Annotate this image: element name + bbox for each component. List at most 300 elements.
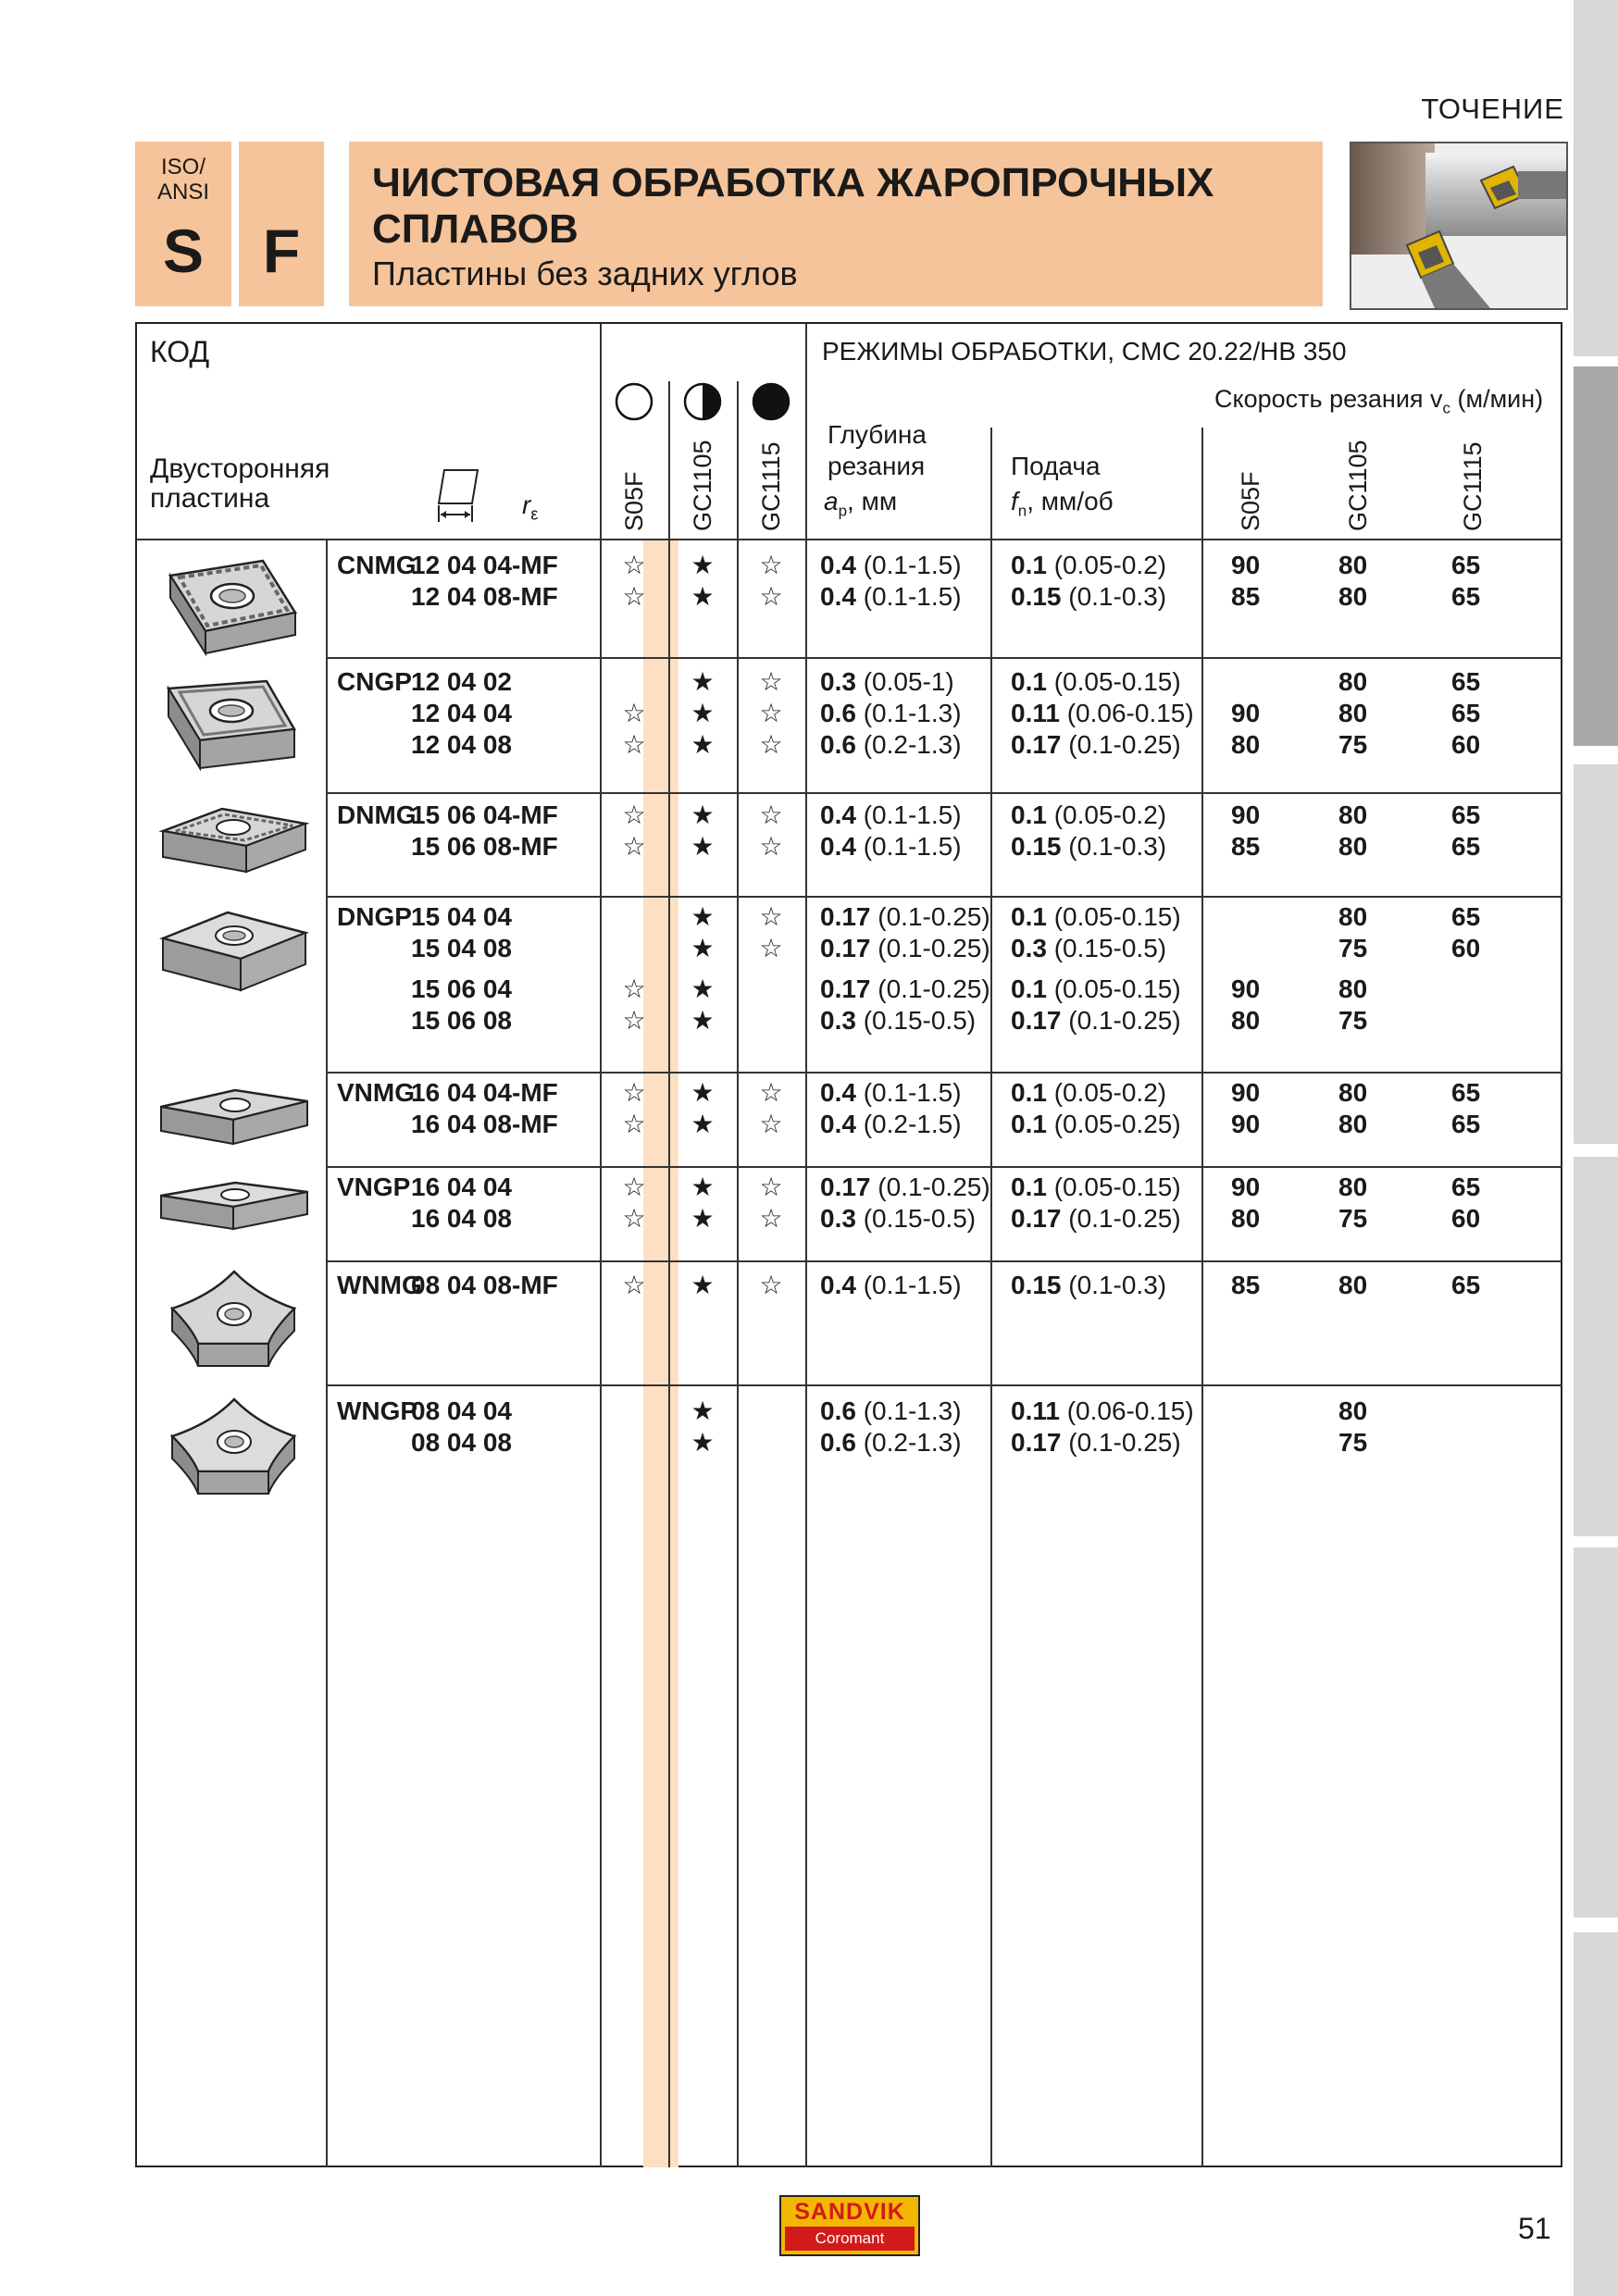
insert-code-suffix: -MF: [512, 832, 558, 861]
insert-code-size: 12 04: [411, 699, 483, 727]
insert-code-size: 16 04: [411, 1078, 483, 1107]
insert-code-size: 15 04: [411, 902, 483, 931]
depth-range: (0.1-1.5): [855, 800, 962, 829]
grade-s05f-rating: ☆: [622, 551, 646, 579]
feed-range: (0.05-0.25): [1046, 1110, 1181, 1138]
insert-code: [411, 729, 512, 761]
depth-of-cut: [820, 974, 990, 1005]
operation-letter: F: [262, 217, 301, 285]
grade-s05f-rating: ☆: [622, 582, 646, 611]
feed-symbol: f: [1011, 487, 1018, 515]
speed-s05f: 90: [1231, 699, 1261, 727]
feed-range: (0.05-0.15): [1046, 974, 1181, 1003]
cnmg-insert-image: [152, 557, 309, 657]
speed-gc1115: 65: [1451, 582, 1481, 611]
speed-header-gc1105: GC1105: [1344, 440, 1372, 531]
speed-gc1115: 65: [1451, 1078, 1481, 1107]
depth-range: (0.1-0.25): [870, 974, 990, 1003]
grade-gc1105-rating: ★: [691, 1428, 715, 1457]
grade-gc1115-rating: ☆: [759, 902, 783, 931]
speed-gc1105: 80: [1338, 800, 1368, 829]
grade-gc1115-rating: ☆: [759, 800, 783, 829]
grade-header-gc1115: GC1115: [757, 441, 785, 531]
grade-s05f-rating: ☆: [622, 800, 646, 829]
speed-gc1105: 80: [1338, 699, 1368, 727]
speed-gc1105: 80: [1338, 902, 1368, 931]
feed-rate: [1011, 729, 1181, 761]
title-line-1: ЧИСТОВАЯ ОБРАБОТКА ЖАРОПРОЧНЫХ: [372, 160, 1214, 205]
depth-of-cut: [820, 1203, 976, 1235]
feed-range: (0.05-0.15): [1046, 902, 1181, 931]
speed-gc1105: 80: [1338, 1271, 1368, 1299]
insert-code-radius: 04: [482, 1078, 513, 1107]
insert-code-radius: 08: [482, 1428, 513, 1457]
feed-range: (0.15-0.5): [1046, 934, 1167, 962]
speed-gc1115: 65: [1451, 902, 1481, 931]
depth-value: 0.3: [820, 667, 856, 696]
feed-rate: [1011, 1172, 1181, 1203]
depth-range: (0.2-1.3): [855, 730, 962, 759]
feed-range: (0.1-0.25): [1061, 1204, 1181, 1233]
depth-range: (0.15-0.5): [855, 1204, 977, 1233]
title-line-2: СПЛАВОВ: [372, 206, 579, 252]
grade-gc1105-rating: ★: [691, 1271, 715, 1299]
insert-code-prefix: VNMG: [337, 1078, 415, 1107]
operation-box: [239, 142, 324, 306]
insert-code: [411, 933, 512, 964]
grade-gc1115-rating: ☆: [759, 1173, 783, 1201]
speed-s05f: 90: [1231, 800, 1261, 829]
depth-value: 0.3: [820, 1006, 856, 1035]
speed-s05f: 85: [1231, 582, 1261, 611]
logo-text: SANDVIK: [794, 2199, 905, 2225]
feed-range: (0.05-0.2): [1046, 800, 1167, 829]
depth-range: (0.1-0.25): [870, 902, 990, 931]
insert-code-suffix: -MF: [512, 1271, 558, 1299]
grade-gc1115-rating: ☆: [759, 730, 783, 759]
feed-range: (0.1-0.25): [1061, 1006, 1181, 1035]
depth-value: 0.6: [820, 730, 856, 759]
grade-s05f-rating: ☆: [622, 1006, 646, 1035]
insert-code: [411, 1203, 512, 1235]
feed-range: (0.05-0.15): [1046, 1173, 1181, 1201]
feed-value: 0.11: [1011, 699, 1060, 727]
speed-gc1105: 80: [1338, 667, 1368, 696]
grade-s05f-rating: ☆: [622, 1173, 646, 1201]
cutting-data-table: [135, 322, 1562, 2167]
depth-range: (0.1-1.3): [855, 1396, 962, 1425]
cngp-insert-image: [156, 676, 309, 777]
speed-gc1105: 75: [1338, 730, 1368, 759]
speed-gc1105: 80: [1338, 1078, 1368, 1107]
depth-range: (0.1-1.5): [855, 832, 962, 861]
margin-tab-active: [1574, 366, 1618, 746]
margin-tab: [1574, 1157, 1618, 1536]
speed-gc1115: 65: [1451, 699, 1481, 727]
feed-range: (0.06-0.15): [1059, 699, 1194, 727]
grade-gc1105-rating: ★: [691, 974, 715, 1003]
grade-gc1115-rating: ☆: [759, 667, 783, 696]
depth-label-line1: Глубина: [828, 420, 927, 449]
radius-highlight-band: [643, 540, 678, 2167]
insert-code-radius: 04: [482, 902, 513, 931]
grade-gc1115-icon-filled-circle: [751, 381, 791, 422]
insert-code-size: 08 04: [411, 1271, 483, 1299]
feed-unit-label: [1011, 487, 1114, 521]
grade-s05f-rating: ☆: [622, 1271, 646, 1299]
insert-code: [411, 581, 558, 613]
insert-code-size: 08 04: [411, 1428, 483, 1457]
insert-code-size: 15 06: [411, 832, 483, 861]
feed-subscript: n: [1017, 502, 1027, 520]
insert-dimension-icon: [431, 468, 491, 524]
depth-value: 0.4: [820, 1078, 856, 1107]
feed-value: 0.3: [1011, 934, 1047, 962]
depth-of-cut: [820, 698, 962, 729]
speed-gc1105: 80: [1338, 1110, 1368, 1138]
iso-label: ISO/ ANSI: [156, 155, 209, 205]
insert-code-suffix: -MF: [512, 551, 558, 579]
insert-code-radius: 08: [482, 582, 513, 611]
feed-value: 0.1: [1011, 1173, 1047, 1201]
insert-code: [411, 1172, 512, 1203]
feed-value: 0.17: [1011, 1428, 1062, 1457]
feed-range: (0.05-0.2): [1046, 551, 1167, 579]
insert-code-radius: 08: [482, 1006, 513, 1035]
grade-gc1115-rating: ☆: [759, 699, 783, 727]
feed-rate: [1011, 800, 1166, 831]
speed-gc1115: 65: [1451, 832, 1481, 861]
depth-of-cut: [820, 581, 962, 613]
grade-gc1105-rating: ★: [691, 1396, 715, 1425]
grade-gc1105-rating: ★: [691, 551, 715, 579]
iso-box: [135, 142, 231, 306]
insert-code-size: 16 04: [411, 1110, 483, 1138]
feed-range: (0.06-0.15): [1059, 1396, 1194, 1425]
speed-gc1115: 65: [1451, 800, 1481, 829]
page-title: [372, 160, 1214, 253]
grade-s05f-rating: ☆: [622, 1204, 646, 1233]
feed-value: 0.15: [1011, 832, 1062, 861]
grade-gc1105-rating: ★: [691, 902, 715, 931]
depth-of-cut: [820, 933, 990, 964]
speed-gc1105: 80: [1338, 551, 1368, 579]
feed-value: 0.1: [1011, 902, 1047, 931]
depth-of-cut: [820, 666, 954, 698]
depth-of-cut: [820, 800, 962, 831]
insert-code-radius: 08: [482, 934, 513, 962]
depth-value: 0.4: [820, 551, 856, 579]
feed-rate: [1011, 1396, 1194, 1427]
grade-gc1115-rating: ☆: [759, 1271, 783, 1299]
speed-s05f: 80: [1231, 1204, 1261, 1233]
depth-of-cut: [820, 901, 990, 933]
grade-s05f-icon-open-circle: [614, 381, 654, 422]
insert-code: [411, 1396, 512, 1427]
feed-rate: [1011, 581, 1166, 613]
feed-rate: [1011, 1427, 1181, 1458]
depth-of-cut: [820, 1077, 962, 1109]
speed-s05f: 90: [1231, 974, 1261, 1003]
feed-range: (0.05-0.15): [1046, 667, 1181, 696]
depth-unit-label: [824, 487, 897, 521]
insert-code-size: 12 04: [411, 730, 483, 759]
insert-code-size: 12 04: [411, 551, 483, 579]
insert-code-suffix: -MF: [512, 582, 558, 611]
depth-value: 0.4: [820, 582, 856, 611]
insert-code-prefix: CNMG: [337, 551, 417, 579]
grade-gc1115-rating: ☆: [759, 1110, 783, 1138]
grade-gc1105-rating: ★: [691, 934, 715, 962]
speed-s05f: 90: [1231, 1078, 1261, 1107]
margin-tab: [1574, 764, 1618, 1144]
depth-value: 0.17: [820, 902, 871, 931]
iso-letter: S: [162, 217, 205, 285]
grade-s05f-rating: ☆: [622, 974, 646, 1003]
feed-value: 0.1: [1011, 974, 1047, 1003]
grade-gc1105-rating: ★: [691, 1078, 715, 1107]
grade-header-s05f: S05F: [620, 471, 648, 531]
dnmg-insert-image: [157, 803, 311, 879]
depth-label-line2: резания: [828, 452, 926, 480]
feed-label: Подача: [1011, 452, 1101, 480]
insert-code-size: 08 04: [411, 1396, 483, 1425]
insert-code-prefix: WNMG: [337, 1271, 422, 1299]
feed-rate: [1011, 1005, 1181, 1036]
feed-rate: [1011, 1270, 1166, 1301]
depth-range: (0.2-1.3): [855, 1428, 962, 1457]
grade-gc1105-rating: ★: [691, 1006, 715, 1035]
speed-gc1115: 65: [1451, 667, 1481, 696]
feed-rate: [1011, 1203, 1181, 1235]
depth-of-cut: [820, 729, 962, 761]
feed-value: 0.11: [1011, 1396, 1060, 1425]
depth-value: 0.17: [820, 934, 871, 962]
insert-code: [411, 1005, 512, 1036]
grade-gc1105-rating: ★: [691, 582, 715, 611]
speed-gc1115: 65: [1451, 1110, 1481, 1138]
depth-value: 0.4: [820, 1110, 856, 1138]
speed-gc1105: 75: [1338, 1428, 1368, 1457]
depth-range: (0.1-0.25): [870, 934, 990, 962]
speed-s05f: 90: [1231, 1110, 1261, 1138]
insert-code-radius: 04: [482, 974, 513, 1003]
insert-label-line1: Двусторонняя: [150, 453, 330, 484]
insert-label-line2: пластина: [150, 483, 270, 514]
speed-gc1105: 80: [1338, 582, 1368, 611]
grade-gc1105-rating: ★: [691, 1110, 715, 1138]
insert-code-size: 12 04: [411, 667, 483, 696]
speed-gc1105: 80: [1338, 1396, 1368, 1425]
speed-s05f: 85: [1231, 1271, 1261, 1299]
section-label: ТОЧЕНИЕ: [1421, 93, 1564, 125]
depth-value: 0.6: [820, 1396, 856, 1425]
speed-header-gc1115: GC1115: [1459, 441, 1487, 531]
grade-s05f-rating: ☆: [622, 1078, 646, 1107]
speed-s05f: 85: [1231, 832, 1261, 861]
insert-code: [411, 1270, 558, 1301]
grade-gc1105-rating: ★: [691, 667, 715, 696]
insert-code-suffix: -MF: [512, 1078, 558, 1107]
wnmg-insert-image: [165, 1268, 304, 1371]
grade-gc1105-icon-half-circle: [682, 381, 723, 422]
depth-value: 0.3: [820, 1204, 856, 1233]
depth-value: 0.4: [820, 800, 856, 829]
speed-subscript: c: [1442, 399, 1451, 417]
insert-code-size: 12 04: [411, 582, 483, 611]
depth-of-cut: [820, 1270, 962, 1301]
page-subtitle: Пластины без задних углов: [372, 254, 798, 292]
insert-code-prefix: CNGP: [337, 667, 412, 696]
insert-code-radius: 08: [482, 1110, 513, 1138]
depth-range: (0.15-0.5): [855, 1006, 977, 1035]
depth-value: 0.6: [820, 1428, 856, 1457]
insert-code: [411, 1427, 512, 1458]
depth-range: (0.05-1): [855, 667, 954, 696]
grade-gc1115-rating: ☆: [759, 1204, 783, 1233]
speed-header-s05f: S05F: [1237, 471, 1264, 531]
feed-rate: [1011, 831, 1166, 863]
vnmg-insert-image: [157, 1086, 311, 1155]
grade-gc1115-rating: ☆: [759, 934, 783, 962]
insert-code: [411, 974, 512, 1005]
insert-code-size: 16 04: [411, 1173, 483, 1201]
feed-rate: [1011, 974, 1181, 1005]
speed-gc1105: 80: [1338, 974, 1368, 1003]
feed-value: 0.1: [1011, 800, 1047, 829]
depth-value: 0.17: [820, 974, 871, 1003]
depth-of-cut: [820, 1172, 990, 1203]
insert-code-radius: 08: [482, 1271, 513, 1299]
speed-gc1115: 65: [1451, 551, 1481, 579]
code-label: КОД: [150, 335, 210, 368]
insert-code-size: 15 04: [411, 934, 483, 962]
depth-range: (0.1-1.5): [855, 582, 962, 611]
feed-value: 0.15: [1011, 582, 1062, 611]
vngp-insert-image: [157, 1177, 311, 1240]
grade-gc1105-rating: ★: [691, 730, 715, 759]
insert-code-prefix: DNGP: [337, 902, 412, 931]
feed-rate: [1011, 1109, 1181, 1140]
insert-code-size: 15 06: [411, 800, 483, 829]
insert-code-size: 15 06: [411, 1006, 483, 1035]
insert-code: [411, 901, 512, 933]
margin-tab: [1574, 1547, 1618, 1917]
insert-code-radius: 04: [482, 800, 513, 829]
depth-subscript: p: [838, 502, 848, 520]
feed-unit: , мм/об: [1027, 487, 1114, 515]
insert-code: [411, 666, 512, 698]
feed-rate: [1011, 666, 1181, 698]
logo-subtext: Coromant: [785, 2227, 915, 2251]
speed-gc1115: 60: [1451, 934, 1481, 962]
grade-gc1105-rating: ★: [691, 800, 715, 829]
feed-value: 0.17: [1011, 1006, 1062, 1035]
cutting-data-title: РЕЖИМЫ ОБРАБОТКИ, CMC 20.22/HB 350: [822, 337, 1347, 366]
insert-code-radius: 08: [482, 832, 513, 861]
grade-gc1105-rating: ★: [691, 1204, 715, 1233]
speed-gc1115: 60: [1451, 730, 1481, 759]
depth-value: 0.4: [820, 1271, 856, 1299]
depth-range: (0.2-1.5): [855, 1110, 962, 1138]
depth-unit: , мм: [847, 487, 898, 515]
feed-range: (0.1-0.3): [1061, 832, 1167, 861]
insert-code-radius: 04: [482, 551, 513, 579]
margin-tab: [1574, 0, 1618, 356]
speed-s05f: 90: [1231, 551, 1261, 579]
dngp-insert-image: [157, 905, 311, 998]
feed-range: (0.1-0.25): [1061, 730, 1181, 759]
title-box: [349, 142, 1323, 306]
grade-gc1105-rating: ★: [691, 699, 715, 727]
radius-label: [522, 490, 538, 525]
feed-rate: [1011, 550, 1166, 581]
depth-range: (0.1-0.25): [870, 1173, 990, 1201]
speed-gc1105: 75: [1338, 1204, 1368, 1233]
depth-range: (0.1-1.5): [855, 1078, 962, 1107]
grade-gc1115-rating: ☆: [759, 1078, 783, 1107]
feed-value: 0.1: [1011, 1078, 1047, 1107]
speed-gc1105: 80: [1338, 1173, 1368, 1201]
insert-code-size: 16 04: [411, 1204, 483, 1233]
grade-s05f-rating: ☆: [622, 1110, 646, 1138]
grade-gc1105-rating: ★: [691, 1173, 715, 1201]
insert-code: [411, 550, 558, 581]
grade-gc1115-rating: ☆: [759, 551, 783, 579]
grade-header-gc1105: GC1105: [689, 440, 716, 531]
insert-code: [411, 1077, 558, 1109]
feed-range: (0.05-0.2): [1046, 1078, 1167, 1107]
speed-s05f: 80: [1231, 730, 1261, 759]
depth-symbol: a: [824, 487, 839, 515]
depth-range: (0.1-1.3): [855, 699, 962, 727]
insert-code-radius: 04: [482, 1173, 513, 1201]
feed-value: 0.17: [1011, 1204, 1062, 1233]
speed-label: [1214, 385, 1543, 417]
depth-of-cut: [820, 1005, 976, 1036]
depth-range: (0.1-1.5): [855, 1271, 962, 1299]
depth-value: 0.4: [820, 832, 856, 861]
speed-gc1115: 60: [1451, 1204, 1481, 1233]
speed-gc1105: 75: [1338, 934, 1368, 962]
insert-code-suffix: -MF: [512, 800, 558, 829]
feed-value: 0.1: [1011, 667, 1047, 696]
depth-of-cut: [820, 831, 962, 863]
radius-symbol: r: [522, 490, 531, 519]
depth-of-cut: [820, 1396, 962, 1427]
insert-code-radius: 08: [482, 1204, 513, 1233]
speed-text: Скорость резания v: [1214, 385, 1443, 413]
speed-gc1105: 80: [1338, 832, 1368, 861]
depth-of-cut: [820, 550, 962, 581]
page-number: 51: [1518, 2212, 1551, 2245]
feed-range: (0.1-0.3): [1061, 582, 1167, 611]
grade-s05f-rating: ☆: [622, 832, 646, 861]
depth-of-cut: [820, 1427, 962, 1458]
feed-range: (0.1-0.25): [1061, 1428, 1181, 1457]
speed-s05f: 80: [1231, 1006, 1261, 1035]
insert-code-prefix: DNMG: [337, 800, 417, 829]
grade-gc1115-rating: ☆: [759, 832, 783, 861]
grade-gc1105-rating: ★: [691, 832, 715, 861]
speed-gc1105: 75: [1338, 1006, 1368, 1035]
grade-s05f-rating: ☆: [622, 699, 646, 727]
wngp-insert-image: [165, 1396, 304, 1499]
depth-of-cut: [820, 1109, 962, 1140]
insert-code-size: 15 06: [411, 974, 483, 1003]
depth-range: (0.1-1.5): [855, 551, 962, 579]
insert-code-radius: 02: [482, 667, 513, 696]
